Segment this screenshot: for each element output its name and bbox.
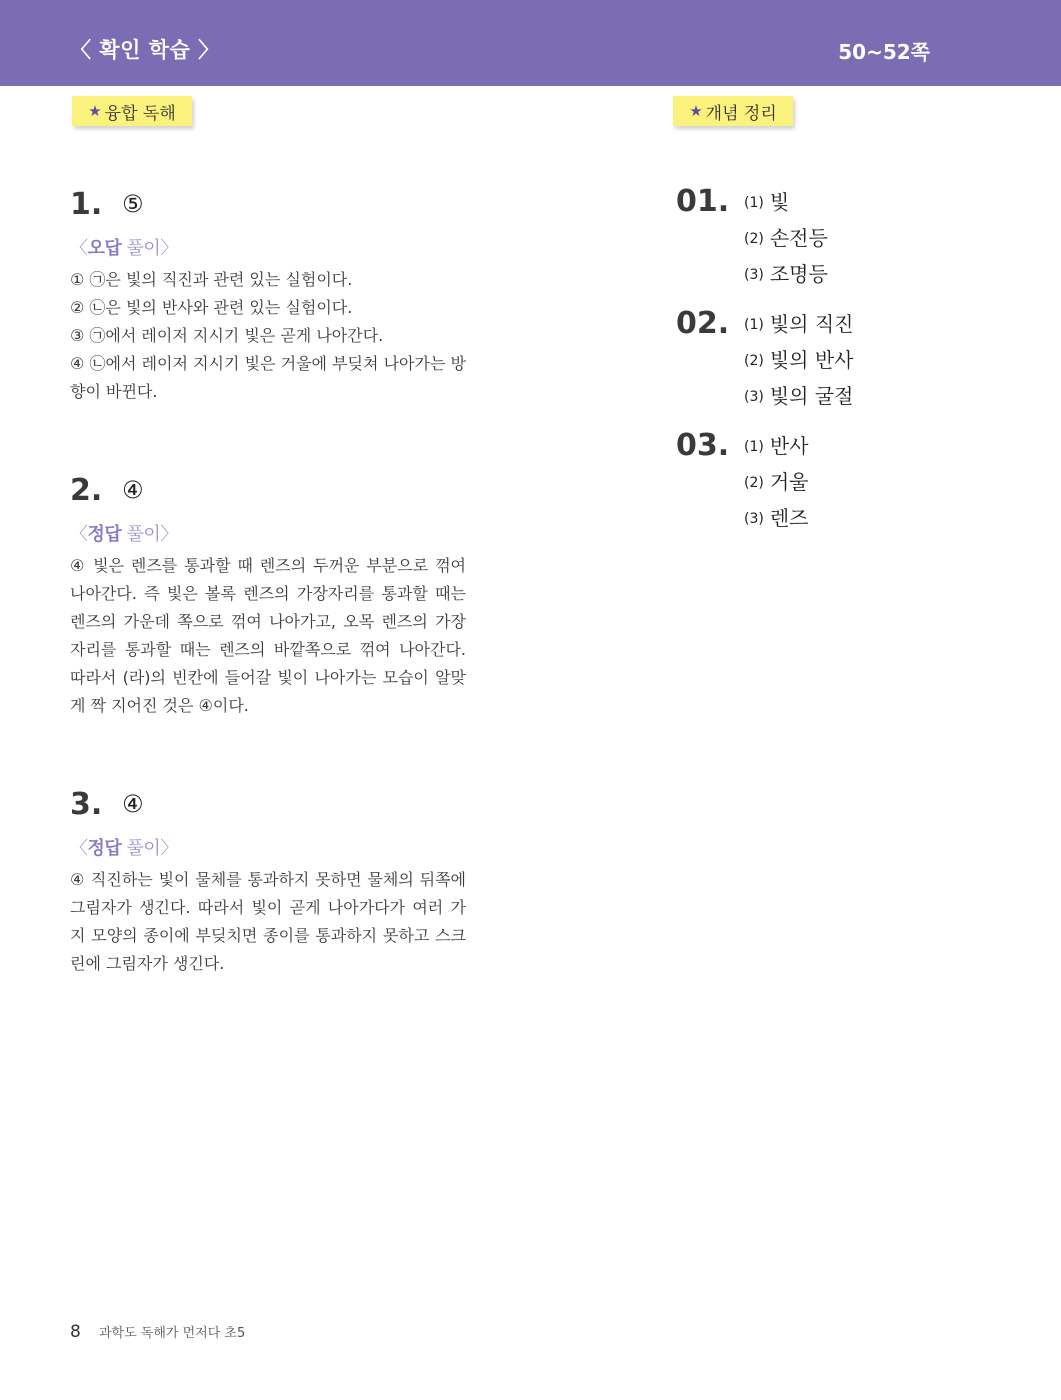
section-tag-concept-summary: [673, 96, 793, 126]
explanation-line: ④ ㉡에서 레이저 지시기 빛은 거울에 부딪쳐 나아가는 방향이 바뀐다.: [70, 354, 466, 401]
question-answer: ⑤: [122, 190, 144, 218]
concept-number: 03.: [676, 428, 730, 463]
concept-item: (1) 빛: [744, 190, 790, 214]
star-icon: ★: [88, 102, 102, 120]
explanation-text: [70, 866, 466, 978]
question-number: 2.: [70, 472, 103, 508]
page-range: 50~52쪽: [838, 40, 930, 64]
concept-item: (1) 반사: [744, 434, 809, 458]
book-title: 과학도 독해가 먼저다 초5: [98, 1326, 246, 1341]
question-number: 3.: [70, 786, 103, 822]
question-1: [70, 184, 466, 406]
question-3: [70, 784, 466, 978]
section-tag-convergence-reading: [72, 96, 192, 126]
concept-number: 01.: [676, 184, 730, 219]
explanation-text: [70, 552, 466, 720]
section-tag-label: 개념 정리: [705, 103, 777, 124]
explanation-label: 〈정답 풀이〉: [70, 524, 178, 545]
explanation-label: 〈정답 풀이〉: [70, 838, 178, 859]
page-header: [0, 0, 1061, 86]
concept-item: (2) 거울: [744, 470, 809, 494]
concept-item: (2) 빛의 반사: [744, 348, 854, 372]
concept-item: (1) 빛의 직진: [744, 312, 854, 336]
question-number: 1.: [70, 186, 103, 222]
explanation-line: ④ 직진하는 빛이 물체를 통과하지 못하면 물체의 뒤쪽에 그림자가 생긴다. 따라서 빛이 곧게 나아가다가 여러 가지 모양의 종이에 부딪치면 종이를 통과하지 못하고 스크린에 그림자가 생긴다.: [70, 870, 466, 973]
explanation-label: 〈오답 풀이〉: [70, 238, 178, 259]
question-2: [70, 470, 466, 720]
concept-item: (2) 손전등: [744, 226, 828, 250]
star-icon: ★: [689, 102, 703, 120]
explanation-line: ① ㉠은 빛의 직진과 관련 있는 실험이다.: [70, 270, 353, 289]
section-tag-label: 융합 독해: [104, 103, 176, 124]
explanation-line: ③ ㉠에서 레이저 지시기 빛은 곧게 나아간다.: [70, 326, 384, 345]
concept-item: (3) 빛의 굴절: [744, 384, 854, 408]
question-answer: ④: [122, 790, 144, 818]
concept-item: (3) 조명등: [744, 262, 828, 286]
question-answer: ④: [122, 476, 144, 504]
explanation-line: ② ㉡은 빛의 반사와 관련 있는 실험이다.: [70, 298, 353, 317]
explanation-text: [70, 266, 466, 406]
explanation-line: ④ 빛은 렌즈를 통과할 때 렌즈의 두꺼운 부분으로 꺾여 나아간다. 즉 빛은 볼록 렌즈의 가장자리를 통과할 때는 렌즈의 가운데 쪽으로 꺾여 나아가고, 오목 렌즈의 가장자리를 통과할 때는 렌즈의 바깥쪽으로 꺾여 나아간다. 따라서 (라)의 빈칸에 들어갈 빛이 나아가는 모습이 알맞게 짝 지어진 것은 ④이다.: [70, 556, 466, 715]
section-title: 〈 확인 학습 〉: [70, 38, 220, 62]
concept-item: (3) 렌즈: [744, 506, 809, 530]
page-footer: [70, 1322, 245, 1342]
page-number: 8: [70, 1322, 81, 1342]
concept-number: 02.: [676, 306, 730, 341]
